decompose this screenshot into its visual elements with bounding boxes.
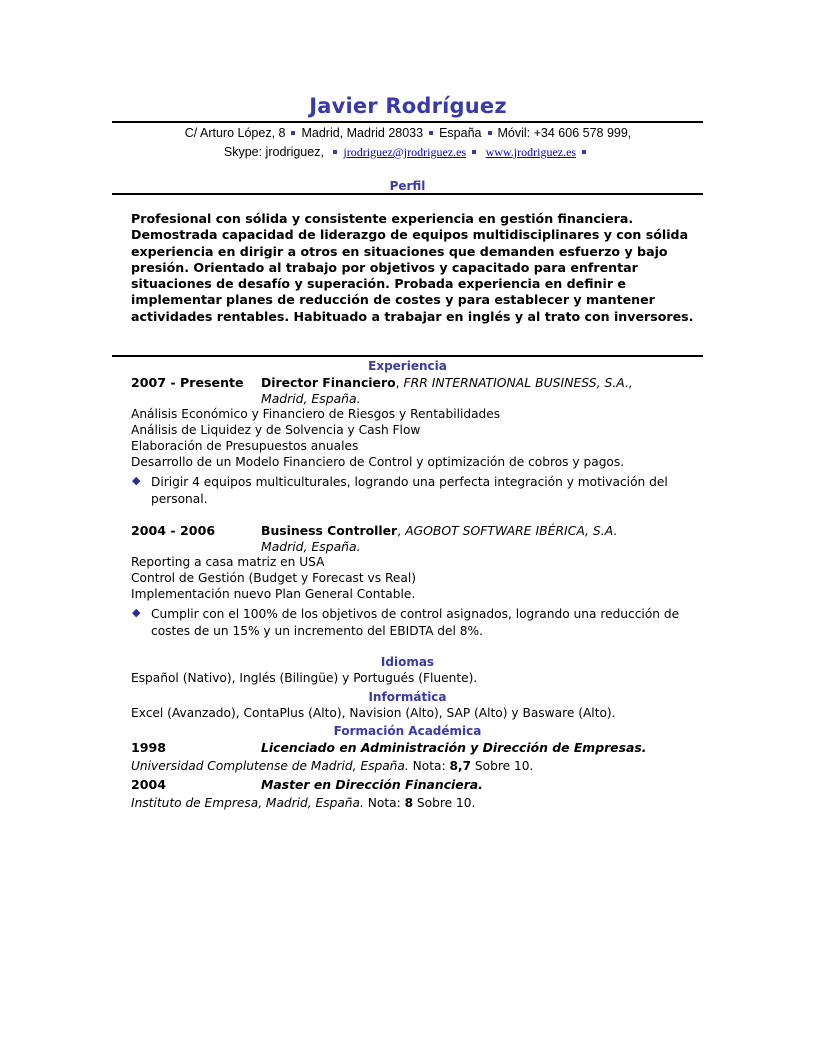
job-achievement: Cumplir con el 100% de los objetivos de control asignados, logrando una reducción de costes de un 15% y un incremento del EBIDTA del 8%. (151, 607, 680, 638)
separator-square-icon (472, 150, 476, 154)
email-link[interactable]: jrodriguez@jrodriguez.es (343, 145, 467, 159)
education-school: Instituto de Empresa, Madrid, España. (131, 796, 364, 810)
experience-rule (112, 355, 703, 357)
job-duty: Implementación nuevo Plan General Contable. (131, 587, 416, 601)
separator-square-icon (291, 131, 295, 135)
education-year: 1998 (131, 740, 167, 755)
job-title: Director Financiero (261, 375, 396, 390)
grade-label: Nota: (367, 796, 401, 810)
education-school: Universidad Complutense de Madrid, España. (131, 759, 409, 773)
separator-square-icon (582, 150, 586, 154)
job-company: FRR INTERNATIONAL BUSINESS, S.A., (403, 375, 633, 390)
diamond-bullet-icon: ◆ (132, 606, 141, 619)
job-duty: Análisis de Liquidez y de Solvencia y Cash Flow (131, 423, 421, 437)
job-header: Business Controller, AGOBOT SOFTWARE IBÉRICA, S.A. (261, 523, 618, 538)
candidate-name: Javier Rodríguez (309, 94, 507, 118)
experience-heading: Experiencia (368, 359, 447, 373)
website-link[interactable]: www.jrodriguez.es (485, 145, 577, 159)
diamond-bullet-icon: ◆ (132, 474, 141, 487)
grade-suffix: Sobre 10. (474, 759, 534, 773)
header-rule (112, 121, 703, 123)
contact-line-1 (0, 126, 816, 140)
separator-square-icon (429, 131, 433, 135)
skype: Skype: jrodriguez, (223, 145, 324, 159)
computing-text: Excel (Avanzado), ContaPlus (Alto), Navision (Alto), SAP (Alto) y Basware (Alto). (131, 706, 616, 720)
job-title: Business Controller (261, 523, 398, 538)
job-company: AGOBOT SOFTWARE IBÉRICA, S.A. (405, 523, 618, 538)
country: España (439, 126, 482, 140)
address: C/ Arturo López, 8 (184, 126, 286, 140)
job-dates: 2007 - Presente (131, 375, 244, 390)
grade-value: 8 (404, 796, 414, 810)
education-year: 2004 (131, 777, 167, 792)
grade-value: 8,7 (449, 759, 472, 773)
languages-text: Español (Nativo), Inglés (Bilingüe) y Portugués (Fluente). (131, 671, 478, 685)
job-location: Madrid, España. (261, 539, 361, 554)
grade-label: Nota: (412, 759, 446, 773)
languages-heading: Idiomas (380, 655, 435, 669)
computing-heading: Informática (368, 690, 447, 704)
job-header: Director Financiero, FRR INTERNATIONAL BUSINESS, S.A., (261, 375, 633, 390)
contact-line-2 (0, 145, 816, 160)
job-achievement: Dirigir 4 equipos multiculturales, logrando una perfecta integración y motivación del personal. (151, 475, 668, 506)
education-degree: Master en Dirección Financiera. (261, 777, 483, 792)
separator-square-icon (333, 150, 337, 154)
job-duty: Desarrollo de un Modelo Financiero de Control y optimización de cobros y pagos. (131, 455, 625, 469)
job-duty: Control de Gestión (Budget y Forecast vs Real) (131, 571, 417, 585)
education-detail (131, 796, 475, 810)
separator-square-icon (488, 131, 492, 135)
education-detail (131, 759, 533, 773)
city: Madrid, Madrid 28033 (301, 126, 424, 140)
job-duty: Análisis Económico y Financiero de Riesgos y Rentabilidades (131, 407, 501, 421)
grade-suffix: Sobre 10. (416, 796, 476, 810)
profile-rule (112, 193, 703, 195)
job-duty: Reporting a casa matriz en USA (131, 555, 325, 569)
job-location: Madrid, España. (261, 391, 361, 406)
education-heading: Formación Académica (333, 724, 482, 738)
mobile: Móvil: +34 606 578 999, (497, 126, 632, 140)
profile-heading: Perfil (389, 179, 426, 193)
profile-text: Profesional con sólida y consistente experiencia en gestión financiera. Demostrada capacidad de liderazgo de equipos multidisciplinares y con sólida experiencia en dirigir a otros en situaciones que demanden esfuerzo y bajo presión. Orientado al trabajo por objetivos y capacitado para enfrentar situaciones de desafío y superación. Probada experiencia en definir e implementar planes de reducción de costes y para establecer y mantener actividades rentables. Habituado a trabajar en inglés y al trato con inversores. (131, 211, 694, 324)
job-duty: Elaboración de Presupuestos anuales (131, 439, 359, 453)
job-dates: 2004 - 2006 (131, 523, 216, 538)
education-degree: Licenciado en Administración y Dirección de Empresas. (261, 740, 647, 755)
